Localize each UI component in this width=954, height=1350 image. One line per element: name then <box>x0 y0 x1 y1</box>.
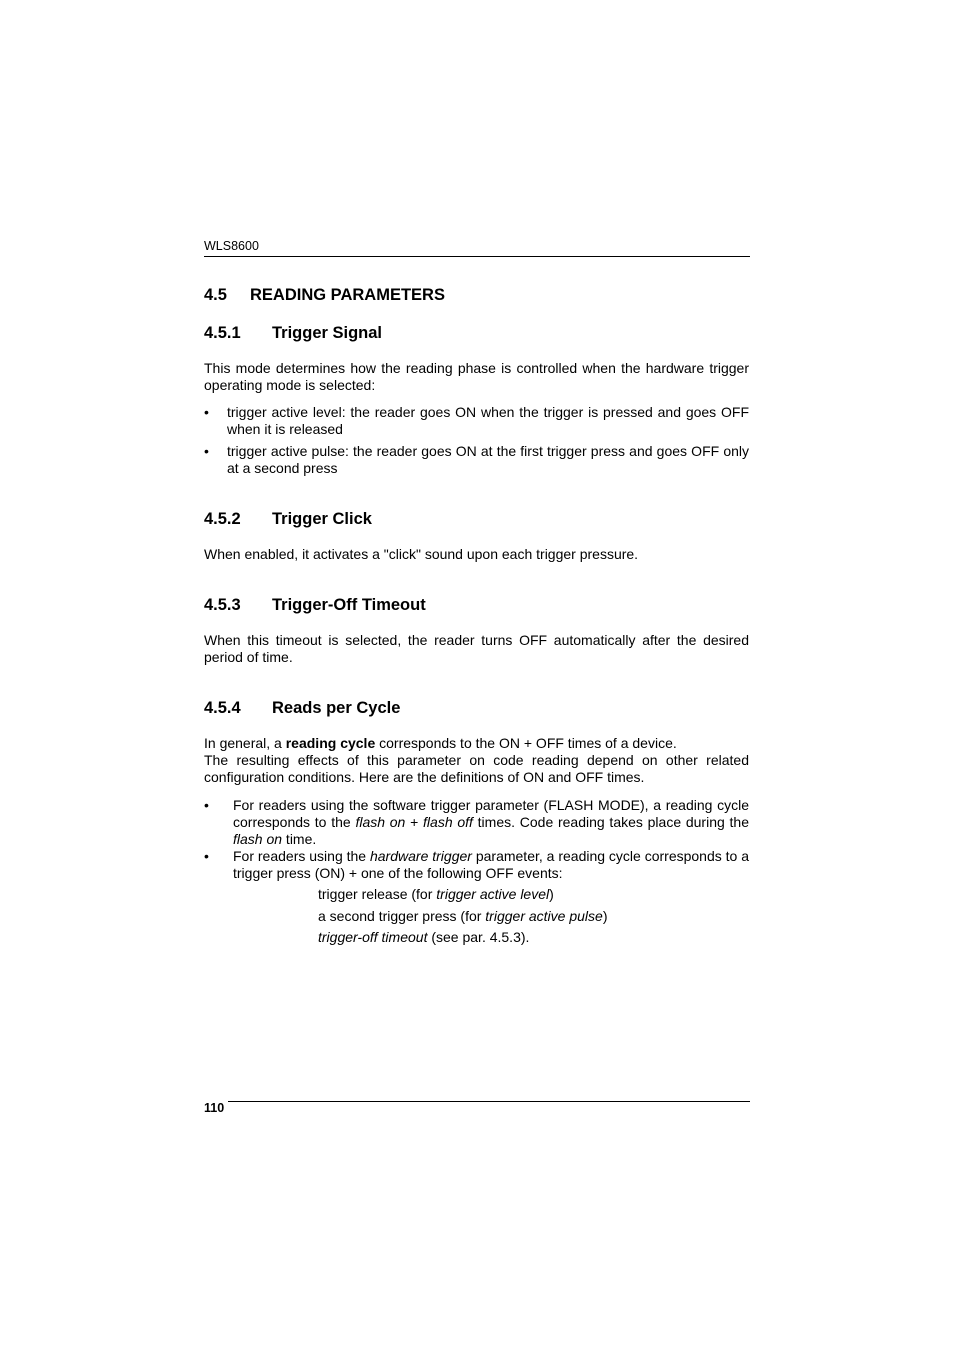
bullet-trigger-active-level: trigger active level: the reader goes ON when the trigger is pressed and goes OFF when it is released <box>227 404 749 437</box>
paragraph-resulting-effects: The resulting effects of this parameter on code reading depend on other related configuration conditions. Here are the definitions of ON and OFF times. <box>204 752 749 785</box>
off-event-second-press: a second trigger press (for trigger active pulse) <box>318 908 608 924</box>
footer-rule <box>228 1101 750 1102</box>
heading-4-5-4 <box>204 699 400 718</box>
off-event-timeout: trigger-off timeout (see par. 4.5.3). <box>318 929 530 945</box>
bullet-hardware-trigger: For readers using the hardware trigger parameter, a reading cycle corresponds to a trigger press (ON) + one of the following OFF events: <box>233 848 750 881</box>
off-event-trigger-release: trigger release (for trigger active level) <box>318 886 554 902</box>
running-header: WLS8600 <box>204 239 259 253</box>
heading-number: 4.5.3 <box>204 596 241 614</box>
paragraph-trigger-off-timeout: When this timeout is selected, the reader turns OFF automatically after the desired period of time. <box>204 632 749 665</box>
section-number: 4.5 <box>204 286 227 304</box>
heading-title: Reads per Cycle <box>272 699 401 717</box>
heading-title: Trigger-Off Timeout <box>272 596 426 614</box>
bullet-dot: • <box>204 404 209 420</box>
heading-4-5-1 <box>204 324 382 343</box>
heading-4-5-2 <box>204 510 372 529</box>
paragraph-trigger-signal: This mode determines how the reading phase is controlled when the hardware trigger operating mode is selected: <box>204 360 749 393</box>
page-number: 110 <box>204 1101 225 1115</box>
heading-title: Trigger Signal <box>272 324 383 342</box>
bullet-dot: • <box>204 797 209 813</box>
heading-number: 4.5.4 <box>204 699 241 717</box>
paragraph-trigger-click: When enabled, it activates a "click" sound upon each trigger pressure. <box>204 546 639 562</box>
bullet-trigger-active-pulse: trigger active pulse: the reader goes ON at the first trigger press and goes OFF only at a second press <box>227 443 749 476</box>
paragraph-reading-cycle: In general, a reading cycle corresponds to the ON + OFF times of a device. <box>204 735 677 751</box>
bullet-dot: • <box>204 848 209 864</box>
heading-title: Trigger Click <box>272 510 372 528</box>
heading-4-5-3 <box>204 596 426 615</box>
heading-number: 4.5.1 <box>204 324 241 342</box>
section-title: READING PARAMETERS <box>250 286 445 304</box>
bullet-software-trigger: For readers using the software trigger parameter (FLASH MODE), a reading cycle corresponds to the flash on + flash off times. Code reading takes place during the flash on time. <box>233 797 749 847</box>
bullet-dot: • <box>204 443 209 459</box>
term-reading-cycle: reading cycle <box>285 735 376 751</box>
heading-number: 4.5.2 <box>204 510 241 528</box>
header-rule <box>204 256 750 257</box>
section-heading <box>204 286 445 305</box>
